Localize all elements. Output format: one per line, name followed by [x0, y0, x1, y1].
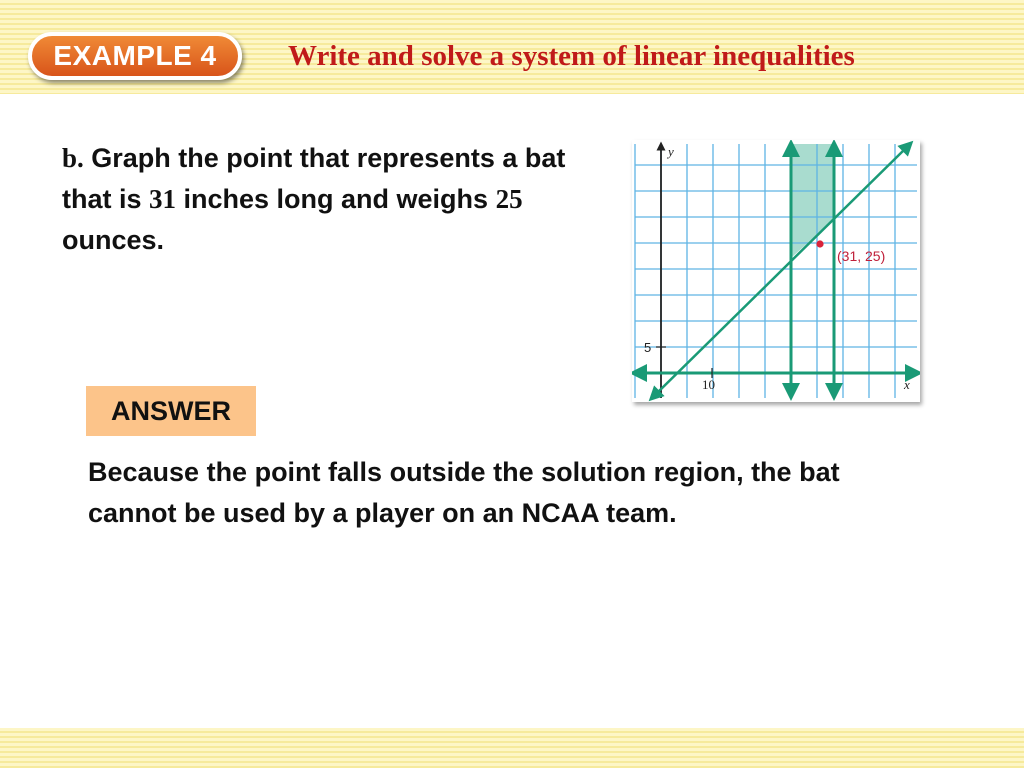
question-text-3: ounces.	[62, 225, 165, 255]
bat-weight-value: 25	[495, 184, 523, 214]
slide-title: Write and solve a system of linear inequalities	[288, 40, 855, 72]
example-badge: EXAMPLE 4	[28, 32, 242, 80]
point-label: (31, 25)	[837, 248, 886, 264]
data-point	[816, 240, 823, 247]
question-part-label: b.	[62, 143, 84, 173]
y-axis-label: y	[668, 144, 674, 159]
question-text	[62, 138, 612, 261]
question-text-1: Graph the point that represents a bat that is	[62, 143, 566, 214]
bat-length-value: 31	[149, 184, 177, 214]
inequality-graph	[632, 140, 920, 402]
answer-label: ANSWER	[86, 386, 256, 436]
answer-text: Because the point falls outside the solution region, the bat cannot be used by a player on an NCAA team.	[88, 457, 840, 528]
footer-band	[0, 728, 1024, 768]
question-text-2: inches long and weighs	[176, 184, 496, 214]
grid	[635, 144, 917, 398]
y-tick-label: 5	[644, 340, 652, 355]
boundary-diagonal	[654, 146, 908, 396]
graph-svg	[632, 140, 920, 402]
x-axis-label: x	[904, 377, 910, 392]
x-tick-label: 10	[702, 377, 715, 392]
